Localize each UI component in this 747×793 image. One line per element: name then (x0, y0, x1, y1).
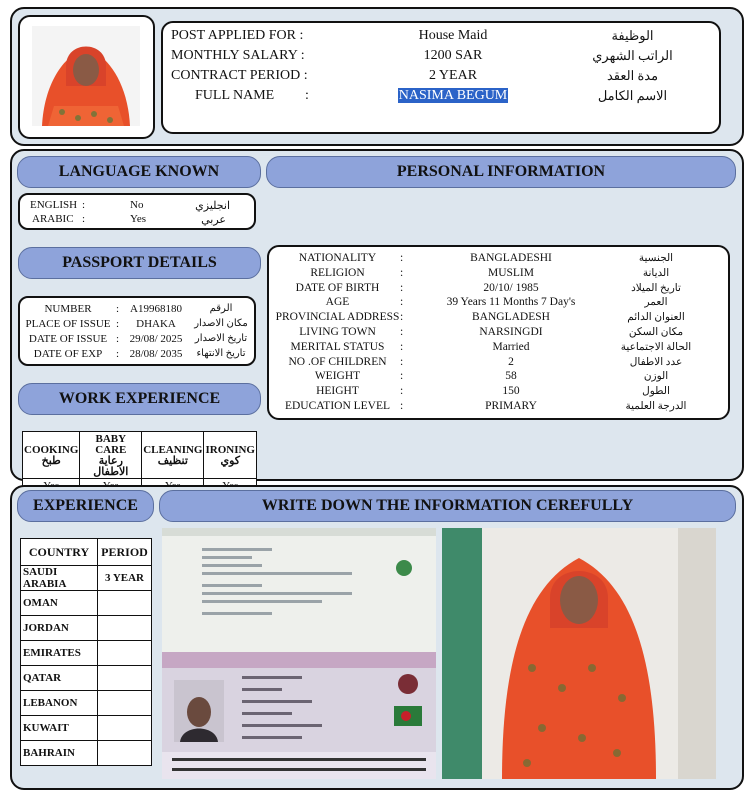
header-label: MONTHLY SALARY : (171, 48, 305, 63)
country-cell: OMAN (21, 591, 98, 616)
personal-colon: : (400, 385, 404, 398)
profile-photo (32, 26, 140, 126)
personal-label: HEIGHT (316, 385, 359, 398)
skill-header (23, 432, 80, 479)
passport-colon: : (116, 348, 120, 360)
header-value-salary: 1200 SAR (423, 48, 483, 63)
personal-information-heading: PERSONAL INFORMATION (266, 156, 736, 188)
language-value: Yes (130, 213, 147, 225)
passport-colon: : (116, 303, 120, 315)
header-arabic-post: الوظيفة (611, 28, 654, 43)
passport-label: NUMBER (44, 303, 92, 315)
experience-row (21, 741, 152, 766)
personal-colon: : (400, 355, 404, 368)
personal-arabic: العنوان الدائم (627, 312, 685, 324)
language-row-arabic (30, 213, 250, 227)
header-arabic-contract: مدة العقد (606, 68, 659, 83)
header-row-salary (171, 48, 305, 64)
personal-arabic: الديانة (642, 267, 670, 279)
passport-colon: : (116, 333, 120, 345)
experience-rows (21, 566, 152, 766)
personal-info-row (270, 341, 726, 356)
skill-name-ar: تنظيف (157, 455, 188, 467)
personal-value: BANGLADESH (472, 311, 550, 324)
personal-value: 150 (502, 385, 520, 398)
language-colon: : (82, 199, 86, 211)
personal-value: NARSINGDI (479, 326, 543, 338)
personal-value: 20/10/ 1985 (483, 281, 539, 294)
skill-header (204, 432, 257, 479)
passport-arabic: الرقم (209, 303, 233, 314)
personal-info-row (270, 370, 726, 385)
country-cell: QATAR (21, 666, 98, 691)
passport-row (22, 318, 254, 333)
personal-colon: : (400, 266, 404, 279)
personal-colon: : (400, 281, 404, 294)
personal-label: NATIONALITY (298, 252, 377, 264)
country-cell: BAHRAIN (21, 741, 98, 766)
personal-label: WEIGHT (314, 370, 361, 383)
personal-info-row (270, 252, 726, 267)
personal-arabic: الطول (642, 386, 670, 398)
experience-row (21, 616, 152, 641)
period-cell (98, 591, 152, 616)
passport-label: DATE OF EXP (33, 348, 103, 360)
skill-header (80, 432, 142, 479)
country-cell: LEBANON (21, 691, 98, 716)
passport-value: A19968180 (130, 303, 182, 315)
language-label: ARABIC (32, 213, 74, 225)
personal-label: LIVING TOWN (299, 326, 376, 338)
passport-label: DATE OF ISSUE (28, 333, 108, 345)
language-arabic: عربي (201, 214, 226, 226)
period-header: PERIOD (98, 539, 152, 566)
header-label: POST APPLIED FOR : (171, 28, 304, 43)
full-body-photo (442, 528, 716, 779)
country-cell: EMIRATES (21, 641, 98, 666)
period-cell (98, 716, 152, 741)
personal-label: NO .OF CHILDREN (288, 355, 387, 368)
personal-value: 58 (505, 370, 517, 383)
passport-arabic: تاريخ الاصدار (194, 333, 248, 344)
personal-arabic: الوزن (643, 371, 669, 383)
header-row-contract (171, 68, 308, 84)
header-label: CONTRACT PERIOD : (171, 68, 308, 83)
experience-row (21, 716, 152, 741)
experience-row (21, 666, 152, 691)
header-value-post: House Maid (418, 28, 488, 43)
personal-info-row (270, 267, 726, 282)
header-arabic-salary: الراتب الشهري (592, 48, 673, 63)
language-label: ENGLISH (30, 199, 78, 211)
personal-colon: : (400, 400, 404, 412)
full-name-value[interactable] (380, 88, 526, 104)
personal-colon: : (400, 326, 404, 338)
country-cell: SAUDI ARABIA (21, 566, 98, 591)
country-cell: JORDAN (21, 616, 98, 641)
passport-row (22, 333, 254, 348)
personal-label: PROVINCIAL ADDRESS (275, 311, 400, 324)
period-cell (98, 691, 152, 716)
personal-label: EDUCATION LEVEL (284, 400, 391, 412)
passport-label: PLACE OF ISSUE (25, 318, 111, 330)
passport-scan-image (162, 528, 436, 779)
personal-value: 39 Years 11 Months 7 Day's (446, 296, 576, 309)
personal-info-row (270, 385, 726, 400)
personal-arabic: العمر (644, 297, 668, 309)
personal-colon: : (400, 340, 404, 353)
personal-arabic: عدد الاطفال (629, 356, 683, 368)
personal-info-row (270, 356, 726, 371)
write-down-heading: WRITE DOWN THE INFORMATION CEREFULLY (159, 490, 736, 522)
header-label: FULL NAME (195, 88, 275, 103)
skill-name-en: IRONING (205, 444, 255, 456)
passport-details-heading: PASSPORT DETAILS (18, 247, 261, 279)
skill-name-ar: كوي (220, 455, 240, 467)
language-arabic: انجليزي (195, 200, 230, 212)
personal-arabic: الجنسية (638, 253, 674, 264)
experience-row (21, 691, 152, 716)
personal-label: RELIGION (310, 266, 365, 279)
header-row-name (195, 88, 274, 104)
personal-info-row (270, 296, 726, 311)
passport-row (22, 348, 254, 363)
skill-header (142, 432, 204, 479)
country-header: COUNTRY (21, 539, 98, 566)
personal-label: MERITAL STATUS (290, 340, 385, 353)
passport-arabic: مكان الاصدار (194, 318, 248, 329)
period-cell (98, 641, 152, 666)
skill-name-en: COOKING (24, 444, 79, 456)
personal-arabic: تاريخ الميلاد (631, 282, 681, 294)
personal-value: Married (492, 340, 530, 353)
country-cell: KUWAIT (21, 716, 98, 741)
personal-value: BANGLADESHI (470, 252, 552, 264)
experience-table (20, 538, 152, 766)
header-row-post (171, 28, 303, 44)
period-cell (98, 616, 152, 641)
personal-arabic: الدرجة العلمية (625, 401, 687, 412)
period-cell (98, 741, 152, 766)
skill-name-ar: رعاية الاطفال (93, 455, 129, 478)
personal-value: 2 (508, 355, 514, 368)
period-cell: 3 YEAR (98, 566, 152, 591)
experience-row (21, 641, 152, 666)
language-value: No (130, 199, 144, 211)
experience-heading: EXPERIENCE (17, 490, 154, 522)
personal-info-row (270, 326, 726, 341)
experience-row (21, 566, 152, 591)
personal-info-row (270, 282, 726, 297)
personal-colon: : (400, 296, 404, 309)
personal-label: DATE OF BIRTH (295, 281, 380, 294)
full-name-highlight: NASIMA BEGUM (398, 88, 508, 103)
personal-info-row (270, 400, 726, 415)
language-row-english (30, 199, 250, 213)
skill-name-en: BABY CARE (95, 433, 127, 456)
personal-colon: : (400, 311, 404, 324)
skill-name-en: CLEANING (143, 444, 203, 456)
skill-name-ar: طبخ (41, 455, 61, 467)
personal-arabic: مكان السكن (628, 327, 684, 338)
passport-value: 29/08/ 2025 (129, 333, 183, 345)
passport-row (22, 303, 254, 318)
personal-arabic: الحالة الاجتماعية (620, 341, 692, 353)
passport-value: DHAKA (136, 318, 176, 330)
personal-label: AGE (325, 296, 350, 309)
language-colon: : (82, 213, 86, 225)
experience-row (21, 591, 152, 616)
personal-colon: : (400, 370, 404, 383)
passport-colon: : (116, 318, 120, 330)
experience-header-row (21, 539, 152, 566)
personal-value: MUSLIM (487, 266, 534, 279)
header-arabic-name: الاسم الكامل (597, 88, 668, 103)
passport-arabic: تاريخ الانتهاء (196, 348, 246, 359)
personal-colon: : (400, 252, 404, 264)
personal-value: PRIMARY (485, 400, 537, 412)
header-value-contract: 2 YEAR (428, 68, 478, 83)
skills-header-row (23, 432, 257, 479)
period-cell (98, 666, 152, 691)
header-colon-name: : (305, 88, 309, 103)
work-experience-heading: WORK EXPERIENCE (18, 383, 261, 415)
personal-info-row (270, 311, 726, 326)
passport-value: 28/08/ 2035 (129, 348, 183, 360)
language-known-heading: LANGUAGE KNOWN (17, 156, 261, 188)
